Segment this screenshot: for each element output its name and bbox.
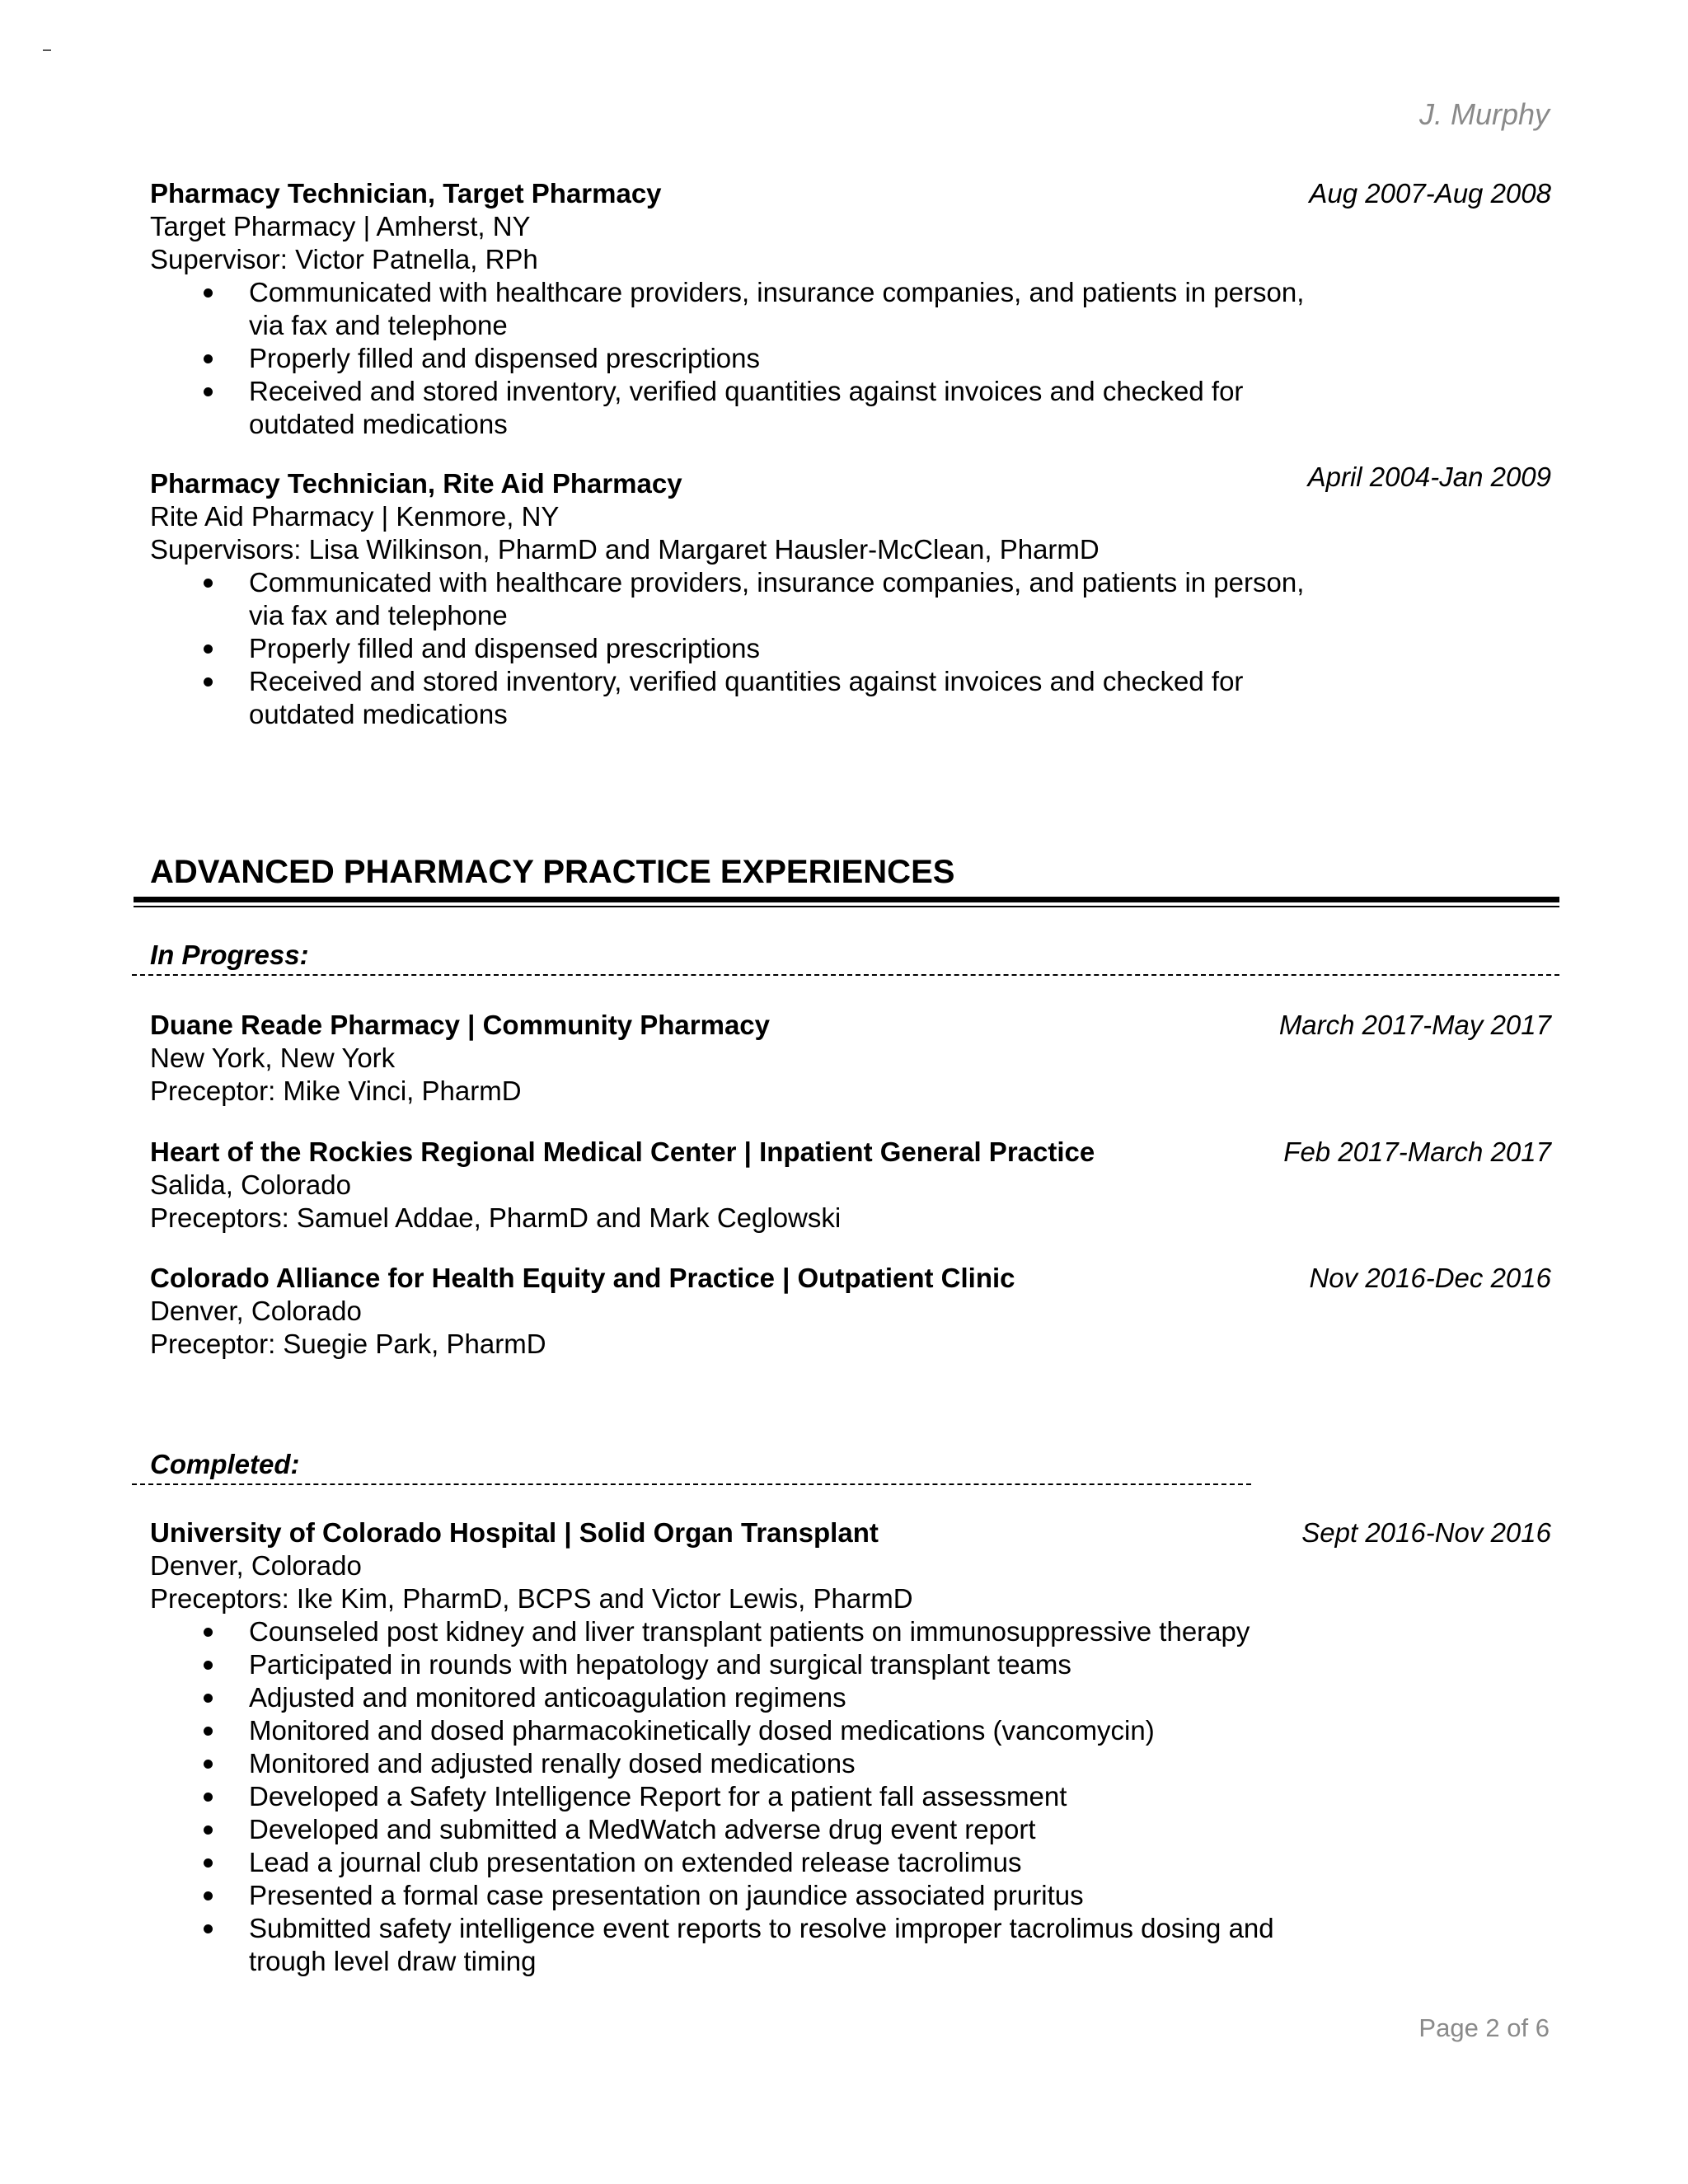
bullet-icon [204,644,213,654]
list-item: Adjusted and monitored anticoagulation regimens [150,1681,1551,1714]
list-item: Submitted safety intelligence event reports to resolve improper tacrolimus dosing and trough level draw timing [150,1912,1551,1978]
list-item: Properly filled and dispensed prescriptions [150,632,1551,665]
list-item: Communicated with healthcare providers, insurance companies, and patients in person, via fax and telephone [150,566,1551,632]
job-supervisor: Supervisor: Victor Patnella, RPh [150,244,538,274]
list-item: Received and stored inventory, verified quantities against invoices and checked for outdated medications [150,665,1551,731]
header-name: J. Murphy [1418,97,1550,131]
list-item: Presented a formal case presentation on jaundice associated pruritus [150,1879,1551,1912]
bullet-icon [204,1694,213,1703]
bullet-icon [204,387,213,396]
page-number: Page 2 of 6 [1418,2013,1550,2042]
bullet-icon [204,1628,213,1637]
rotation-dates: Sept 2016-Nov 2016 [1301,1517,1551,1548]
rotation-colorado-alliance [150,1262,1551,1361]
completed-label: Completed: [150,1449,300,1479]
dashed-divider [132,1483,1251,1485]
in-progress-label: In Progress: [150,940,309,970]
job-bullet-list [150,566,1551,731]
bullet-icon [204,1727,213,1736]
rotation-location: New York, New York [150,1043,396,1073]
job-entry-rite-aid [150,462,1551,731]
job-place: Target Pharmacy | Amherst, NY [150,211,531,241]
rotation-uch-transplant [150,1516,1551,1978]
list-item: Lead a journal club presentation on extended release tacrolimus [150,1846,1551,1879]
list-item: Participated in rounds with hepatology and surgical transplant teams [150,1648,1551,1681]
bullet-icon [204,1793,213,1802]
rotation-preceptor: Preceptor: Suegie Park, PharmD [150,1329,546,1359]
rotation-dates: March 2017-May 2017 [1278,1010,1551,1040]
job-supervisor: Supervisors: Lisa Wilkinson, PharmD and Margaret Hausler-McClean, PharmD [150,534,1100,565]
job-dates: April 2004-Jan 2009 [1307,462,1551,492]
rotation-title: Colorado Alliance for Health Equity and Practice | Outpatient Clinic [150,1263,1015,1293]
rotation-dates: Nov 2016-Dec 2016 [1309,1263,1551,1293]
bullet-icon [204,677,213,687]
list-item: Monitored and dosed pharmacokinetically dosed medications (vancomycin) [150,1714,1551,1747]
list-item: Received and stored inventory, verified quantities against invoices and checked for outdated medications [150,375,1551,441]
bullet-icon [204,288,213,298]
bullet-icon [204,1760,213,1769]
list-item: Counseled post kidney and liver transplant patients on immunosuppressive therapy [150,1615,1551,1648]
bullet-icon [204,1825,213,1835]
rotation-title: Duane Reade Pharmacy | Community Pharmacy [150,1010,771,1040]
job-bullet-list [150,276,1551,441]
list-item: Monitored and adjusted renally dosed medications [150,1747,1551,1780]
bullet-icon [204,579,213,588]
list-item: Communicated with healthcare providers, insurance companies, and patients in person, via fax and telephone [150,276,1551,342]
job-place: Rite Aid Pharmacy | Kenmore, NY [150,501,560,532]
scan-mark [43,49,51,51]
list-item: Properly filled and dispensed prescriptions [150,342,1551,375]
dashed-divider [132,974,1559,976]
job-dates: Aug 2007-Aug 2008 [1309,178,1551,209]
rotation-heart-of-the-rockies [150,1136,1551,1235]
bullet-icon [204,1858,213,1868]
section-rule [134,897,1559,902]
job-entry-target [150,177,1551,441]
bullet-icon [204,1661,213,1670]
rotation-preceptor: Preceptor: Mike Vinci, PharmD [150,1076,522,1106]
list-item: Developed and submitted a MedWatch adverse drug event report [150,1813,1551,1846]
list-item: Developed a Safety Intelligence Report for a patient fall assessment [150,1780,1551,1813]
bullet-icon [204,354,213,363]
rotation-dates: Feb 2017-March 2017 [1283,1137,1551,1167]
rotation-location: Denver, Colorado [150,1296,362,1326]
rotation-title: Heart of the Rockies Regional Medical Center | Inpatient General Practice [150,1137,1095,1167]
rotation-bullet-list [150,1615,1551,1978]
bullet-icon [204,1924,213,1933]
job-title: Pharmacy Technician, Rite Aid Pharmacy [150,468,682,499]
section-rule-thin [134,906,1559,907]
rotation-title: University of Colorado Hospital | Solid Organ Transplant [150,1517,879,1548]
rotation-preceptor: Preceptors: Ike Kim, PharmD, BCPS and Victor Lewis, PharmD [150,1583,913,1614]
rotation-preceptor: Preceptors: Samuel Addae, PharmD and Mark Ceglowski [150,1202,842,1233]
rotation-location: Denver, Colorado [150,1550,362,1581]
job-title: Pharmacy Technician, Target Pharmacy [150,178,662,209]
section-title: ADVANCED PHARMACY PRACTICE EXPERIENCES [150,854,955,890]
rotation-duane-reade [150,1009,1551,1108]
bullet-icon [204,1891,213,1900]
rotation-location: Salida, Colorado [150,1169,351,1200]
